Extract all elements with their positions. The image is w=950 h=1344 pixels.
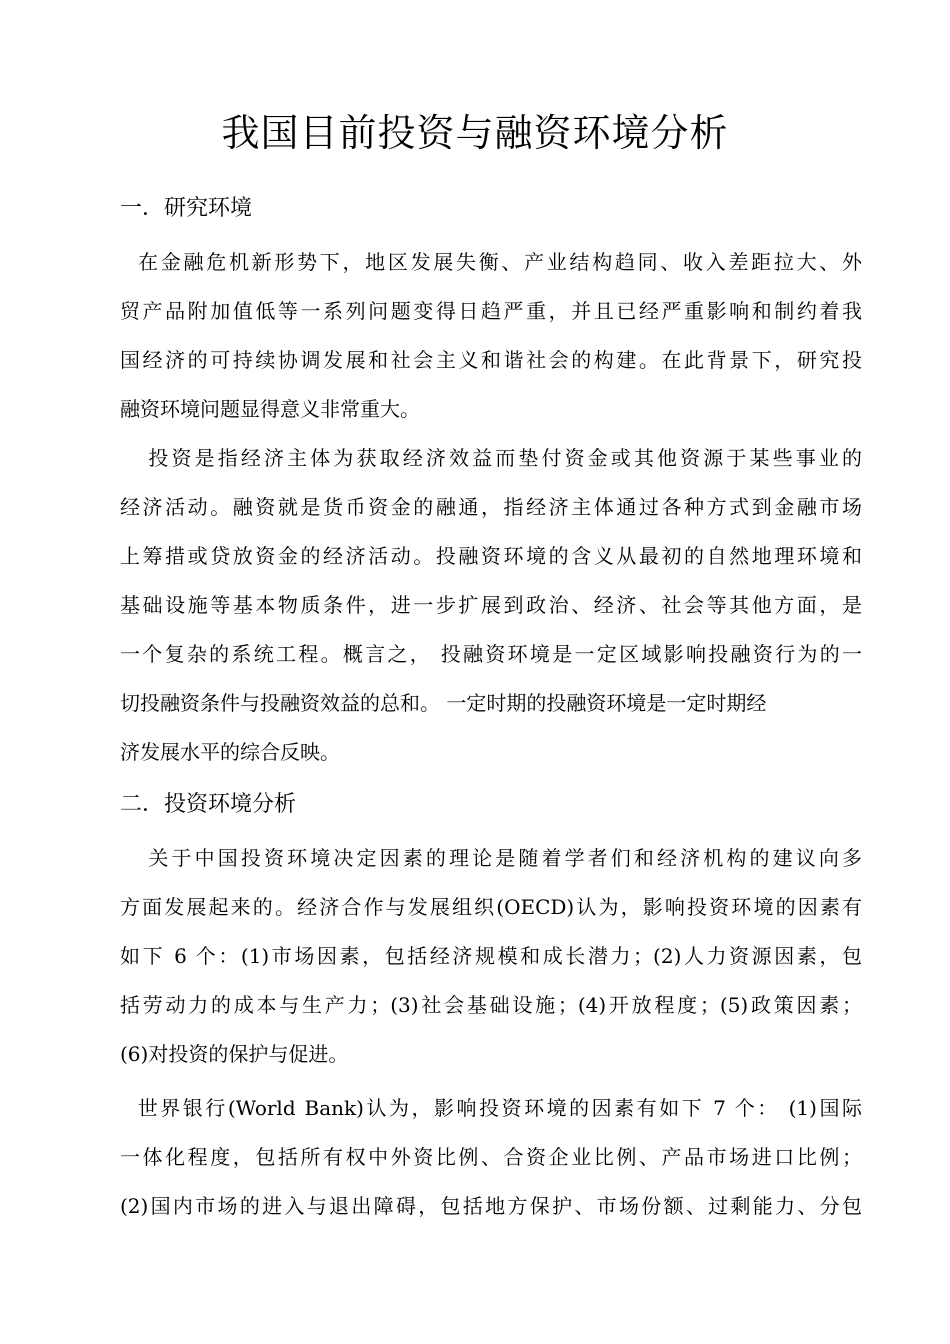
document-title: 我国目前投资与融资环境分析 <box>221 111 729 155</box>
section-heading-investment-environment-analysis: 二．投资环境分析 <box>120 792 297 817</box>
text-line: 一个复杂的系统工程。概言之， 投融资环境是一定区域影响投融资行为的一 <box>120 642 862 666</box>
text-line: 贸产品附加值低等一系列问题变得日趋严重，并且已经严重影响和制约着我 <box>120 299 862 323</box>
text-line: (6)对投资的保护与促进。 <box>120 1042 349 1066</box>
text-line: (2)国内市场的进入与退出障碍，包括地方保护、市场份额、过剩能力、分包 <box>120 1194 862 1218</box>
text-line: 关于中国投资环境决定因素的理论是随着学者们和经济机构的建议向多 <box>120 846 862 870</box>
text-line: 济发展水平的综合反映。 <box>120 740 340 764</box>
text-line: 方面发展起来的。经济合作与发展组织(OECD)认为，影响投资环境的因素有 <box>120 895 862 919</box>
text-line: 世界银行(World Bank)认为，影响投资环境的因素有如下 7 个： (1)国际 <box>120 1096 862 1120</box>
section-heading-research-environment: 一．研究环境 <box>120 196 253 221</box>
text-line: 国经济的可持续协调发展和社会主义和谐社会的构建。在此背景下，研究投 <box>120 348 862 372</box>
paragraph-oecd-factors <box>120 834 862 1079</box>
text-line: 如下 6 个：(1)市场因素，包括经济规模和成长潜力；(2)人力资源因素，包 <box>120 944 862 968</box>
text-line: 经济活动。融资就是货币资金的融通，指经济主体通过各种方式到金融市场 <box>120 495 862 519</box>
text-line: 在金融危机新形势下，地区发展失衡、产业结构趋同、收入差距拉大、外 <box>120 250 862 274</box>
text-line: 融资环境问题显得意义非常重大。 <box>120 397 420 421</box>
paragraph-world-bank-factors <box>120 1084 862 1231</box>
paragraph-financial-crisis-context <box>120 238 862 434</box>
paragraph-investment-definition <box>120 434 862 777</box>
text-line: 投资是指经济主体为获取经济效益而垫付资金或其他资源于某些事业的 <box>120 446 862 470</box>
text-line: 上筹措或贷放资金的经济活动。投融资环境的含义从最初的自然地理环境和 <box>120 544 862 568</box>
text-line: 括劳动力的成本与生产力；(3)社会基础设施；(4)开放程度；(5)政策因素； <box>120 993 862 1017</box>
text-line: 基础设施等基本物质条件，进一步扩展到政治、经济、社会等其他方面，是 <box>120 593 862 617</box>
text-line: 一体化程度，包括所有权中外资比例、合资企业比例、产品市场进口比例； <box>120 1145 862 1169</box>
text-line: 切投融资条件与投融资效益的总和。 一定时期的投融资环境是一定时期经 <box>120 691 767 715</box>
